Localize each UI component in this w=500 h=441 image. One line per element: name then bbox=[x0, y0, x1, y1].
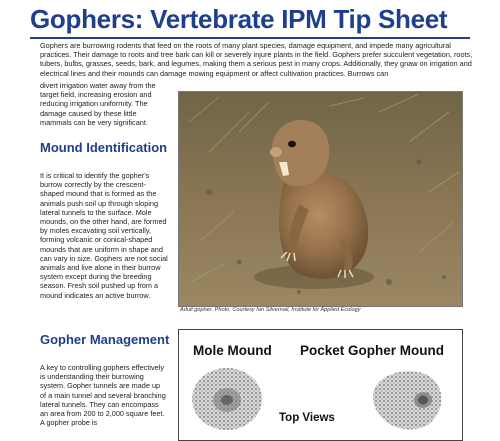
photo-caption: Adult gopher. Photo: Courtesy Ian Silvernail, Institute for Applied Ecology bbox=[180, 307, 361, 313]
gopher-management-heading: Gopher Management bbox=[40, 332, 170, 347]
mound-diagram bbox=[178, 329, 463, 441]
mole-mound-label: Mole Mound bbox=[193, 343, 272, 358]
pocket-gopher-mound-label: Pocket Gopher Mound bbox=[300, 343, 445, 358]
intro-continued-paragraph: divert irrigation water away from the target field, increasing erosion and reducing irrigation uniformity. The damage caused by these little mammals can be very significant. bbox=[40, 81, 156, 127]
gopher-management-body: A key to controlling gophers effectively is understanding their burrowing system. Gopher tunnels are made up of a main tunnel and several branching lateral tunnels. They can encompass an area from 200 to 2,000 square feet. A gopher probe is bbox=[40, 363, 166, 428]
mound-identification-body: It is critical to identify the gopher's burrow correctly by the crescent-shaped mound that is formed as the animals push soil up through sloping lateral tunnels to the surface. Mole mounds, on the other hand, are formed by moles excavating soil vertically, forming volcanic or conical-shaped mounds that are uniform in shape and can vary in size. Gophers are not social animals and live alone in their burrow system except during the breeding season. Fresh soil pushed up from a mound indicates an active burrow. bbox=[40, 171, 168, 300]
title-divider bbox=[30, 37, 470, 39]
gopher-mound-illustration bbox=[363, 364, 449, 434]
gopher-photo bbox=[178, 91, 463, 307]
mole-mound-illustration bbox=[187, 364, 267, 434]
intro-paragraph: Gophers are burrowing rodents that feed on the roots of many plant species, damage equipment, and impede many agricultural practices. Their damage to roots and tree bark can kill or severely injure plants in the field. Gophers prefer succulent vegetation, roots, tubers, bulbs, grasses, seeds, bark, and legumes, making them a serious pest in many crops. Additionally, they gnaw on irrigation and electrical lines and their mounds can damage mowing equipment or affect cultivation practices. Burrows can bbox=[40, 41, 473, 78]
page-title: Gophers: Vertebrate IPM Tip Sheet bbox=[30, 4, 448, 34]
top-views-label: Top Views bbox=[279, 412, 335, 424]
mound-identification-heading: Mound Identification bbox=[40, 140, 168, 155]
